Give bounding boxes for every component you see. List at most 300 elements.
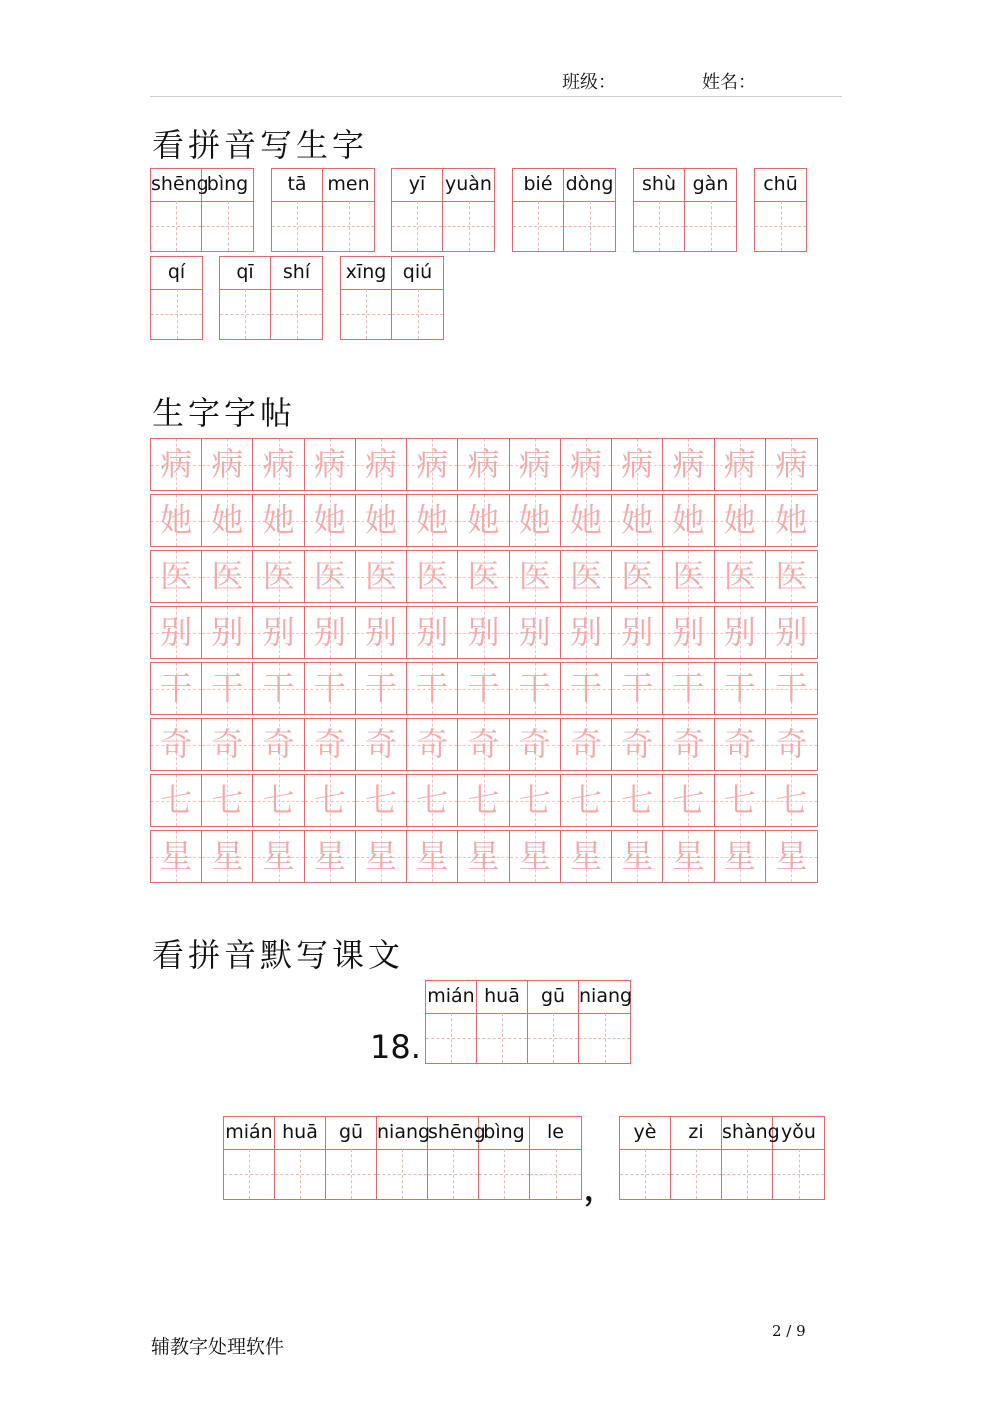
trace-cell[interactable]: [151, 495, 202, 546]
trace-character: 她: [672, 501, 705, 539]
trace-character: 她: [621, 501, 654, 539]
section-title-copybook: 生字字帖: [152, 394, 297, 432]
trace-cell[interactable]: [253, 775, 304, 826]
trace-character: 干: [723, 669, 756, 707]
writing-cell[interactable]: [530, 1117, 581, 1199]
trace-cell[interactable]: [458, 775, 509, 826]
copybook-row: [150, 494, 818, 547]
trace-cell[interactable]: [663, 831, 714, 882]
trace-character: 别: [621, 613, 654, 651]
trace-cell[interactable]: [458, 607, 509, 658]
trace-character: 干: [621, 669, 654, 707]
trace-character: 干: [262, 669, 295, 707]
trace-cell[interactable]: [510, 439, 561, 490]
trace-character: 干: [160, 669, 193, 707]
trace-cell[interactable]: [561, 831, 612, 882]
trace-cell[interactable]: [612, 495, 663, 546]
trace-character: 病: [621, 445, 654, 483]
trace-character: 奇: [569, 725, 602, 763]
trace-cell[interactable]: [305, 775, 356, 826]
trace-cell[interactable]: [151, 831, 202, 882]
trace-cell[interactable]: [202, 439, 253, 490]
pinyin-label: yī: [392, 169, 442, 202]
trace-character: 病: [160, 445, 193, 483]
writing-cell[interactable]: [722, 1117, 780, 1199]
pinyin-label: chū: [755, 169, 806, 202]
trace-cell[interactable]: [407, 719, 458, 770]
trace-cell[interactable]: [561, 663, 612, 714]
writing-cell[interactable]: [377, 1117, 431, 1199]
trace-cell[interactable]: [356, 439, 407, 490]
writing-cell[interactable]: [341, 257, 392, 339]
writing-grid[interactable]: [477, 1013, 527, 1063]
writing-grid[interactable]: [671, 1149, 721, 1199]
trace-cell[interactable]: [202, 607, 253, 658]
trace-cell[interactable]: [305, 439, 356, 490]
trace-cell[interactable]: [612, 831, 663, 882]
trace-character: 医: [621, 557, 654, 595]
trace-character: 医: [569, 557, 602, 595]
trace-cell[interactable]: [202, 495, 253, 546]
copybook-row: [150, 606, 818, 659]
trace-character: 她: [467, 501, 500, 539]
trace-character: 医: [365, 557, 398, 595]
writing-cell[interactable]: [479, 1117, 530, 1199]
writing-grid[interactable]: [326, 1149, 376, 1199]
writing-cell[interactable]: [202, 169, 253, 251]
trace-cell[interactable]: [151, 663, 202, 714]
trace-cell[interactable]: [305, 495, 356, 546]
trace-cell[interactable]: [561, 551, 612, 602]
trace-cell[interactable]: [766, 775, 817, 826]
trace-character: 病: [313, 445, 346, 483]
trace-cell[interactable]: [202, 551, 253, 602]
trace-character: 干: [518, 669, 551, 707]
pinyin-label: huā: [275, 1117, 325, 1150]
trace-character: 七: [211, 781, 244, 819]
trace-cell[interactable]: [612, 663, 663, 714]
trace-cell[interactable]: [715, 607, 766, 658]
trace-cell[interactable]: [253, 719, 304, 770]
trace-character: 病: [723, 445, 756, 483]
trace-cell[interactable]: [356, 663, 407, 714]
pinyin-label: huā: [477, 981, 527, 1014]
trace-cell[interactable]: [407, 663, 458, 714]
trace-cell[interactable]: [305, 551, 356, 602]
trace-cell[interactable]: [766, 831, 817, 882]
trace-character: 病: [672, 445, 705, 483]
trace-character: 她: [365, 501, 398, 539]
trace-character: 别: [672, 613, 705, 651]
trace-cell[interactable]: [458, 551, 509, 602]
trace-character: 医: [723, 557, 756, 595]
trace-character: 别: [262, 613, 295, 651]
pinyin-label: niang: [579, 981, 630, 1014]
class-label: 班级：: [562, 72, 616, 93]
trace-character: 奇: [262, 725, 295, 763]
pinyin-label: shù: [634, 169, 684, 202]
trace-character: 七: [723, 781, 756, 819]
pinyin-label: tā: [272, 169, 322, 202]
trace-character: 医: [467, 557, 500, 595]
trace-character: 干: [672, 669, 705, 707]
trace-cell[interactable]: [766, 663, 817, 714]
writing-cell[interactable]: [773, 1117, 824, 1199]
trace-cell[interactable]: [458, 663, 509, 714]
trace-cell[interactable]: [663, 775, 714, 826]
pinyin-label: qiú: [392, 257, 443, 290]
trace-character: 星: [262, 837, 295, 875]
trace-character: 别: [723, 613, 756, 651]
trace-cell[interactable]: [253, 831, 304, 882]
trace-cell[interactable]: [561, 607, 612, 658]
trace-character: 她: [211, 501, 244, 539]
trace-cell[interactable]: [407, 775, 458, 826]
trace-cell[interactable]: [151, 607, 202, 658]
trace-cell[interactable]: [356, 775, 407, 826]
trace-cell[interactable]: [510, 719, 561, 770]
trace-cell[interactable]: [407, 439, 458, 490]
pinyin-box-group: [633, 168, 737, 252]
trace-cell[interactable]: [715, 439, 766, 490]
trace-character: 干: [569, 669, 602, 707]
trace-character: 病: [211, 445, 244, 483]
trace-cell[interactable]: [663, 607, 714, 658]
writing-grid[interactable]: [620, 1149, 670, 1199]
trace-character: 干: [467, 669, 500, 707]
writing-cell[interactable]: [428, 1117, 486, 1199]
trace-character: 病: [365, 445, 398, 483]
trace-cell[interactable]: [356, 551, 407, 602]
trace-character: 她: [416, 501, 449, 539]
writing-cell[interactable]: [323, 169, 374, 251]
trace-cell[interactable]: [561, 439, 612, 490]
pinyin-label: niang: [377, 1117, 427, 1150]
trace-character: 奇: [416, 725, 449, 763]
section-title-dictation: 看拼音默写课文: [152, 936, 405, 974]
pinyin-box-group: [619, 1116, 825, 1200]
trace-cell[interactable]: [766, 607, 817, 658]
pinyin-label: yè: [620, 1117, 670, 1150]
trace-cell[interactable]: [561, 495, 612, 546]
trace-cell[interactable]: [356, 831, 407, 882]
trace-cell[interactable]: [510, 495, 561, 546]
trace-character: 奇: [467, 725, 500, 763]
writing-grid[interactable]: [220, 289, 270, 339]
trace-cell[interactable]: [202, 775, 253, 826]
trace-cell[interactable]: [202, 831, 253, 882]
writing-grid[interactable]: [392, 289, 443, 339]
trace-cell[interactable]: [766, 719, 817, 770]
trace-cell[interactable]: [510, 775, 561, 826]
writing-grid[interactable]: [564, 201, 615, 251]
pinyin-label: zi: [671, 1117, 721, 1150]
trace-character: 干: [775, 669, 808, 707]
trace-character: 病: [262, 445, 295, 483]
trace-character: 奇: [672, 725, 705, 763]
trace-cell[interactable]: [663, 719, 714, 770]
trace-character: 她: [313, 501, 346, 539]
pinyin-label: qí: [151, 257, 202, 290]
writing-grid[interactable]: [151, 289, 202, 339]
trace-cell[interactable]: [561, 719, 612, 770]
writing-grid[interactable]: [722, 1149, 772, 1199]
writing-grid[interactable]: [202, 201, 253, 251]
trace-cell[interactable]: [407, 607, 458, 658]
pinyin-label: shàng: [722, 1117, 772, 1150]
trace-cell[interactable]: [305, 607, 356, 658]
trace-cell[interactable]: [766, 439, 817, 490]
trace-character: 七: [262, 781, 295, 819]
trace-character: 星: [416, 837, 449, 875]
writing-cell[interactable]: [634, 169, 685, 251]
trace-cell[interactable]: [715, 831, 766, 882]
pinyin-label: qī: [220, 257, 270, 290]
trace-cell[interactable]: [356, 719, 407, 770]
writing-grid[interactable]: [428, 1149, 478, 1199]
trace-character: 七: [467, 781, 500, 819]
copybook-row: [150, 550, 818, 603]
trace-cell[interactable]: [715, 775, 766, 826]
pinyin-box-group: [150, 256, 203, 340]
section-title-pinyin-write: 看拼音写生字: [152, 126, 369, 164]
trace-cell[interactable]: [663, 551, 714, 602]
pinyin-label: mián: [426, 981, 476, 1014]
trace-cell[interactable]: [253, 607, 304, 658]
trace-character: 医: [313, 557, 346, 595]
trace-character: 别: [416, 613, 449, 651]
pinyin-label: bìng: [202, 169, 253, 202]
writing-grid[interactable]: [530, 1149, 581, 1199]
trace-cell[interactable]: [612, 551, 663, 602]
trace-character: 星: [365, 837, 398, 875]
trace-cell[interactable]: [458, 439, 509, 490]
writing-grid[interactable]: [443, 201, 494, 251]
copybook-row: [150, 718, 818, 771]
trace-cell[interactable]: [510, 831, 561, 882]
trace-cell[interactable]: [510, 551, 561, 602]
writing-grid[interactable]: [634, 201, 684, 251]
pinyin-label: men: [323, 169, 374, 202]
trace-cell[interactable]: [151, 775, 202, 826]
writing-grid[interactable]: [271, 289, 322, 339]
trace-cell[interactable]: [612, 719, 663, 770]
trace-character: 七: [365, 781, 398, 819]
trace-character: 别: [775, 613, 808, 651]
writing-grid[interactable]: [579, 1013, 630, 1063]
trace-character: 星: [672, 837, 705, 875]
trace-cell[interactable]: [202, 719, 253, 770]
trace-cell[interactable]: [715, 551, 766, 602]
trace-cell[interactable]: [510, 607, 561, 658]
writing-grid[interactable]: [224, 1149, 274, 1199]
writing-grid[interactable]: [323, 201, 374, 251]
trace-character: 别: [569, 613, 602, 651]
trace-character: 病: [518, 445, 551, 483]
writing-cell[interactable]: [564, 169, 615, 251]
writing-cell[interactable]: [220, 257, 271, 339]
trace-character: 七: [313, 781, 346, 819]
writing-cell[interactable]: [685, 169, 736, 251]
trace-character: 别: [365, 613, 398, 651]
writing-cell[interactable]: [477, 981, 528, 1063]
pinyin-box-group: [391, 168, 495, 252]
trace-character: 星: [313, 837, 346, 875]
trace-cell[interactable]: [663, 439, 714, 490]
trace-character: 奇: [365, 725, 398, 763]
pinyin-label: xīng: [341, 257, 391, 290]
writing-grid[interactable]: [755, 201, 806, 251]
pinyin-label: gū: [528, 981, 578, 1014]
trace-character: 病: [467, 445, 500, 483]
pinyin-label: le: [530, 1117, 581, 1150]
trace-character: 奇: [621, 725, 654, 763]
writing-grid[interactable]: [685, 201, 736, 251]
trace-character: 七: [569, 781, 602, 819]
trace-cell[interactable]: [151, 719, 202, 770]
writing-cell[interactable]: [392, 169, 443, 251]
writing-cell[interactable]: [513, 169, 564, 251]
writing-grid[interactable]: [392, 201, 442, 251]
trace-character: 星: [467, 837, 500, 875]
trace-cell[interactable]: [253, 551, 304, 602]
trace-cell[interactable]: [663, 495, 714, 546]
writing-cell[interactable]: [151, 169, 209, 251]
writing-cell[interactable]: [443, 169, 494, 251]
writing-cell[interactable]: [271, 257, 322, 339]
writing-cell[interactable]: [272, 169, 323, 251]
trace-cell[interactable]: [253, 663, 304, 714]
trace-character: 奇: [518, 725, 551, 763]
trace-cell[interactable]: [458, 719, 509, 770]
pinyin-label: yuàn: [443, 169, 494, 202]
trace-character: 七: [672, 781, 705, 819]
trace-character: 奇: [211, 725, 244, 763]
trace-character: 别: [467, 613, 500, 651]
pinyin-label: gàn: [685, 169, 736, 202]
trace-cell[interactable]: [766, 551, 817, 602]
trace-cell[interactable]: [202, 663, 253, 714]
trace-cell[interactable]: [458, 495, 509, 546]
trace-character: 医: [775, 557, 808, 595]
trace-cell[interactable]: [407, 495, 458, 546]
trace-cell[interactable]: [253, 495, 304, 546]
trace-cell[interactable]: [612, 775, 663, 826]
trace-character: 医: [211, 557, 244, 595]
pinyin-label: bìng: [479, 1117, 529, 1150]
pinyin-box-group: [340, 256, 444, 340]
pinyin-box-group: [223, 1116, 582, 1200]
trace-character: 她: [723, 501, 756, 539]
writing-cell[interactable]: [671, 1117, 722, 1199]
writing-grid[interactable]: [341, 289, 391, 339]
writing-cell[interactable]: [224, 1117, 275, 1199]
trace-character: 干: [416, 669, 449, 707]
trace-cell[interactable]: [715, 663, 766, 714]
pinyin-label: dòng: [564, 169, 615, 202]
writing-grid[interactable]: [528, 1013, 578, 1063]
trace-character: 奇: [160, 725, 193, 763]
page-header: [150, 62, 842, 97]
trace-cell[interactable]: [407, 831, 458, 882]
trace-cell[interactable]: [715, 495, 766, 546]
writing-grid[interactable]: [773, 1149, 824, 1199]
writing-grid[interactable]: [426, 1013, 476, 1063]
writing-cell[interactable]: [326, 1117, 377, 1199]
trace-cell[interactable]: [356, 607, 407, 658]
trace-character: 干: [211, 669, 244, 707]
pinyin-label: gū: [326, 1117, 376, 1150]
writing-grid[interactable]: [275, 1149, 325, 1199]
trace-character: 七: [621, 781, 654, 819]
trace-character: 奇: [313, 725, 346, 763]
trace-cell[interactable]: [510, 663, 561, 714]
trace-character: 医: [518, 557, 551, 595]
writing-cell[interactable]: [392, 257, 443, 339]
trace-cell[interactable]: [305, 663, 356, 714]
trace-character: 星: [621, 837, 654, 875]
name-label: 姓名：: [702, 72, 756, 93]
writing-cell[interactable]: [275, 1117, 326, 1199]
trace-cell[interactable]: [612, 439, 663, 490]
trace-character: 她: [569, 501, 602, 539]
writing-cell[interactable]: [755, 169, 806, 251]
trace-cell[interactable]: [253, 439, 304, 490]
trace-cell[interactable]: [407, 551, 458, 602]
pinyin-label: shēng: [151, 169, 201, 202]
trace-cell[interactable]: [766, 495, 817, 546]
trace-character: 奇: [775, 725, 808, 763]
pinyin-box-group: [754, 168, 807, 252]
writing-cell[interactable]: [426, 981, 477, 1063]
trace-cell[interactable]: [715, 719, 766, 770]
trace-character: 七: [775, 781, 808, 819]
trace-character: 医: [160, 557, 193, 595]
trace-character: 医: [416, 557, 449, 595]
writing-cell[interactable]: [620, 1117, 671, 1199]
writing-grid[interactable]: [151, 201, 201, 251]
trace-character: 病: [569, 445, 602, 483]
trace-character: 她: [518, 501, 551, 539]
trace-character: 干: [365, 669, 398, 707]
writing-cell[interactable]: [579, 981, 633, 1063]
trace-cell[interactable]: [458, 831, 509, 882]
comma-mark: ，: [584, 1173, 614, 1208]
writing-grid[interactable]: [377, 1149, 427, 1199]
pinyin-box-group: [271, 168, 375, 252]
writing-cell[interactable]: [151, 257, 202, 339]
trace-cell[interactable]: [663, 663, 714, 714]
trace-cell[interactable]: [305, 831, 356, 882]
trace-cell[interactable]: [151, 551, 202, 602]
trace-character: 病: [416, 445, 449, 483]
writing-cell[interactable]: [528, 981, 579, 1063]
trace-cell[interactable]: [356, 495, 407, 546]
trace-cell[interactable]: [151, 439, 202, 490]
pinyin-label: shēng: [428, 1117, 478, 1150]
trace-character: 她: [160, 501, 193, 539]
pinyin-box-group: [150, 168, 254, 252]
writing-grid[interactable]: [272, 201, 322, 251]
copybook-row: [150, 774, 818, 827]
writing-grid[interactable]: [513, 201, 563, 251]
copybook-row: [150, 830, 818, 883]
trace-cell[interactable]: [305, 719, 356, 770]
writing-grid[interactable]: [479, 1149, 529, 1199]
trace-character: 七: [518, 781, 551, 819]
trace-cell[interactable]: [561, 775, 612, 826]
trace-cell[interactable]: [612, 607, 663, 658]
